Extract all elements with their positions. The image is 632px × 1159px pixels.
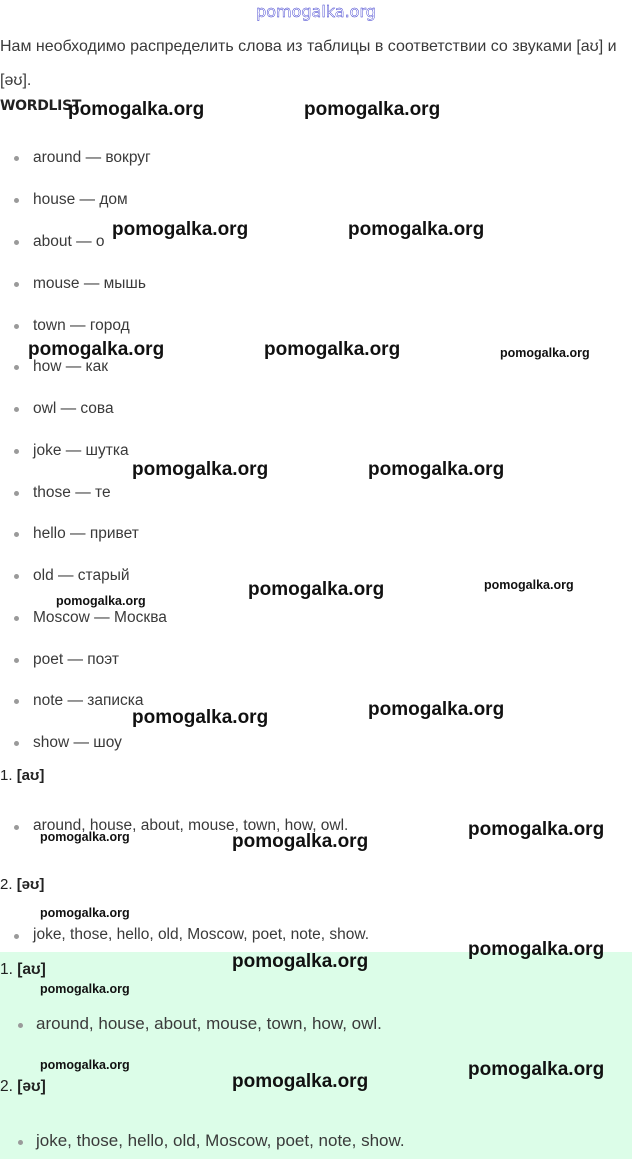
intro-text: Нам необходимо распределить слова из таблицы в соответствии со звуками [aʊ] и [əʊ]. bbox=[0, 38, 617, 89]
group-heading-au bbox=[0, 767, 44, 784]
bullet-icon bbox=[14, 365, 19, 370]
watermark: pomogalka.org bbox=[40, 830, 130, 844]
group-heading-ou bbox=[0, 876, 44, 893]
bullet-icon bbox=[14, 156, 19, 161]
watermark: pomogalka.org bbox=[484, 578, 574, 592]
answer-sound: [əʊ] bbox=[17, 1078, 46, 1095]
word-entry: about — о bbox=[33, 233, 105, 250]
watermark: pomogalka.org bbox=[264, 339, 401, 360]
bullet-icon bbox=[14, 240, 19, 245]
group-sound: [aʊ] bbox=[16, 767, 45, 784]
group-number: 2. bbox=[0, 876, 13, 893]
answer-sound: [aʊ] bbox=[17, 961, 46, 978]
bullet-icon bbox=[14, 699, 19, 704]
bullet-icon bbox=[18, 1140, 23, 1145]
watermark: pomogalka.org bbox=[348, 219, 485, 240]
watermark: pomogalka.org bbox=[40, 906, 130, 920]
bullet-icon bbox=[14, 282, 19, 287]
watermark: pomogalka.org bbox=[132, 707, 269, 728]
bullet-icon bbox=[14, 449, 19, 454]
watermark: pomogalka.org bbox=[40, 982, 130, 996]
watermark: pomogalka.org bbox=[468, 939, 605, 960]
bullet-icon bbox=[18, 1023, 23, 1028]
word-entry: joke — шутка bbox=[33, 442, 129, 459]
bullet-icon bbox=[14, 658, 19, 663]
answer-number: 1. bbox=[0, 961, 13, 978]
watermark: pomogalka.org bbox=[232, 1071, 369, 1092]
watermark: pomogalka.org bbox=[368, 459, 505, 480]
word-entry: poet — поэт bbox=[33, 651, 119, 668]
watermark: pomogalka.org bbox=[56, 594, 146, 608]
answer-words-au bbox=[0, 1014, 430, 1036]
word-entry: show — шоу bbox=[33, 734, 122, 751]
watermark: pomogalka.org bbox=[500, 346, 590, 360]
group-words-text: joke, those, hello, old, Moscow, poet, note, show. bbox=[33, 926, 370, 943]
bullet-icon bbox=[14, 491, 19, 496]
watermark: pomogalka.org bbox=[468, 819, 605, 840]
wordlist-heading: WORDLIST bbox=[0, 98, 82, 114]
word-entry: owl — сова bbox=[33, 400, 114, 417]
word-entry: hello — привет bbox=[33, 525, 139, 542]
answer-words-ou bbox=[0, 1131, 460, 1153]
bullet-icon bbox=[14, 574, 19, 579]
answer-words-text: joke, those, hello, old, Moscow, poet, note, show. bbox=[36, 1131, 405, 1150]
answer-heading-ou bbox=[0, 1078, 46, 1096]
answer-heading-au bbox=[0, 961, 46, 979]
word-entry: those — те bbox=[33, 484, 111, 501]
group-sound: [əʊ] bbox=[16, 876, 45, 893]
watermark: pomogalka.org bbox=[28, 339, 165, 360]
bullet-icon bbox=[14, 741, 19, 746]
watermark: pomogalka.org bbox=[248, 579, 385, 600]
bullet-icon bbox=[14, 934, 19, 939]
group-words-text: around, house, about, mouse, town, how, owl. bbox=[33, 817, 349, 834]
word-entry: around — вокруг bbox=[33, 149, 151, 166]
word-entry: Moscow — Москва bbox=[33, 609, 167, 626]
word-entry: how — как bbox=[33, 358, 109, 375]
bullet-icon bbox=[14, 825, 19, 830]
watermark: pomogalka.org bbox=[468, 1059, 605, 1080]
bullet-icon bbox=[14, 532, 19, 537]
watermark: pomogalka.org bbox=[132, 459, 269, 480]
group-number: 1. bbox=[0, 767, 13, 784]
word-entry: old — старый bbox=[33, 567, 130, 584]
site-header-logo[interactable]: pomogalka.org bbox=[256, 2, 376, 21]
watermark: pomogalka.org bbox=[112, 219, 249, 240]
watermark: pomogalka.org bbox=[232, 951, 369, 972]
watermark: pomogalka.org bbox=[368, 699, 505, 720]
bullet-icon bbox=[14, 616, 19, 621]
group-words-ou bbox=[0, 926, 420, 946]
word-entry: house — дом bbox=[33, 191, 128, 208]
answer-words-text: around, house, about, mouse, town, how, owl. bbox=[36, 1014, 382, 1033]
bullet-icon bbox=[14, 407, 19, 412]
watermark: pomogalka.org bbox=[68, 99, 205, 120]
bullet-icon bbox=[14, 198, 19, 203]
watermark: pomogalka.org bbox=[232, 831, 369, 852]
word-entry: mouse — мышь bbox=[33, 275, 146, 292]
answer-number: 2. bbox=[0, 1078, 13, 1095]
watermark: pomogalka.org bbox=[40, 1058, 130, 1072]
word-entry: note — записка bbox=[33, 692, 144, 709]
bullet-icon bbox=[14, 324, 19, 329]
watermark: pomogalka.org bbox=[304, 99, 441, 120]
word-entry: town — город bbox=[33, 317, 130, 334]
